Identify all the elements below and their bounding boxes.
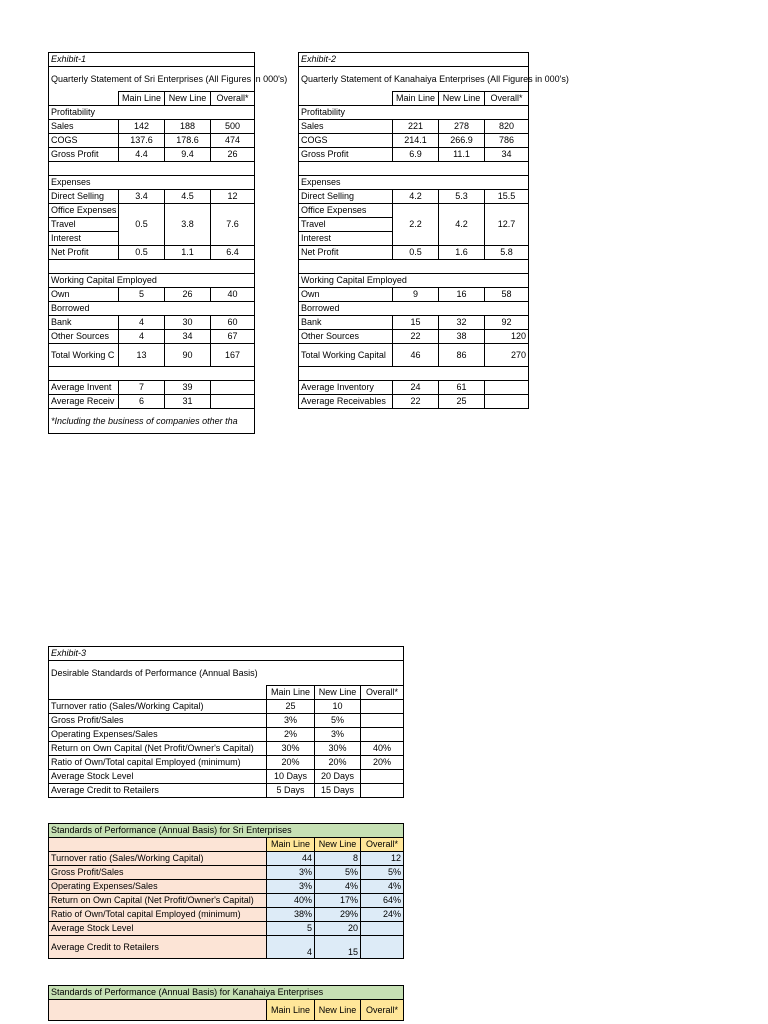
col-header: Overall* [361, 686, 404, 700]
row-label: Direct Selling [49, 190, 119, 204]
cell-value: 4 [119, 316, 165, 330]
table-row [299, 134, 529, 148]
cell-value: 3% [315, 728, 361, 742]
cell-value: 13 [119, 344, 165, 367]
cell-value: 9.4 [165, 148, 211, 162]
row-label: Ratio of Own/Total capital Employed (minimum) [49, 908, 267, 922]
table-row [49, 316, 255, 330]
row-label: Interest [299, 232, 393, 246]
cell-value: 30% [315, 742, 361, 756]
table-row [299, 344, 529, 367]
row-label: Bank [299, 316, 393, 330]
row-label: Return on Own Capital (Net Profit/Owner's Capital) [49, 742, 267, 756]
row-label: Average Receivables [299, 395, 393, 409]
row-label: Office Expenses [299, 204, 393, 218]
cell-value [361, 922, 404, 936]
cell-value: 3.8 [165, 204, 211, 246]
row-label: Office Expenses [49, 204, 119, 218]
col-header: Overall* [485, 92, 529, 106]
cell-value: 5.3 [439, 190, 485, 204]
section-label: Working Capital Employed [49, 274, 255, 288]
section-label: Expenses [299, 176, 529, 190]
exhibit-label: Exhibit-3 [49, 647, 404, 661]
table-row [49, 134, 255, 148]
cell-value: 61 [439, 381, 485, 395]
header-row [299, 92, 529, 106]
cell-value: 474 [211, 134, 255, 148]
row-label: Travel [49, 218, 119, 232]
row-label: Travel [299, 218, 393, 232]
row-label: Gross Profit [49, 148, 119, 162]
cell-value [211, 395, 255, 409]
cell-value: 5% [315, 714, 361, 728]
cell-value: 3% [267, 866, 315, 880]
cell-value: 6 [119, 395, 165, 409]
table-row [49, 784, 404, 798]
cell-value: 2% [267, 728, 315, 742]
cell-value: 1.1 [165, 246, 211, 260]
table-row [49, 714, 404, 728]
cell-value: 92 [485, 316, 529, 330]
table-title: Standards of Performance (Annual Basis) for Kanahaiya Enterprises [49, 986, 404, 1000]
spacer-row [49, 260, 255, 274]
col-header: Overall* [361, 838, 404, 852]
section-label: Expenses [49, 176, 255, 190]
row-label: Operating Expenses/Sales [49, 728, 267, 742]
cell-value: 6.9 [393, 148, 439, 162]
table-row [299, 330, 529, 344]
cell-value: 5% [315, 866, 361, 880]
cell-value: 20% [267, 756, 315, 770]
exhibit-title: Quarterly Statement of Kanahaiya Enterprises (All Figures in 000's) [299, 67, 529, 92]
cell-value: 22 [393, 395, 439, 409]
cell-value: 12 [211, 190, 255, 204]
table-title: Standards of Performance (Annual Basis) for Sri Enterprises [49, 824, 404, 838]
col-header: New Line [315, 1000, 361, 1021]
row-label: Bank [49, 316, 119, 330]
exhibit-2-table [298, 52, 569, 409]
section-label: Borrowed [299, 302, 529, 316]
cell-value: 266.9 [439, 134, 485, 148]
table-row [49, 908, 404, 922]
cell-value: 40% [361, 742, 404, 756]
cell-value [361, 700, 404, 714]
row-label: Sales [299, 120, 393, 134]
kanahaiya-standards-table [48, 985, 404, 1021]
row-label: Average Credit to Retailers [49, 784, 267, 798]
table-row [299, 316, 529, 330]
table-row [49, 936, 404, 959]
cell-value: 17% [315, 894, 361, 908]
cell-value: 4.2 [393, 190, 439, 204]
table-row [299, 288, 529, 302]
cell-value: 221 [393, 120, 439, 134]
cell-value: 278 [439, 120, 485, 134]
table-row [49, 894, 404, 908]
cell-value: 4 [119, 330, 165, 344]
cell-value: 44 [267, 852, 315, 866]
cell-value: 26 [165, 288, 211, 302]
spacer-row [299, 260, 529, 274]
spacer-row [49, 367, 255, 381]
table-row [49, 880, 404, 894]
cell-value: 15.5 [485, 190, 529, 204]
col-header: Main Line [119, 92, 165, 106]
cell-value: 5% [361, 866, 404, 880]
col-header: New Line [315, 838, 361, 852]
cell-value: 25 [439, 395, 485, 409]
cell-value: 31 [165, 395, 211, 409]
row-label: Total Working Capital [299, 344, 393, 367]
row-label: Operating Expenses/Sales [49, 880, 267, 894]
exhibit-1-table [48, 52, 288, 434]
cell-value [361, 936, 404, 959]
cell-value: 20 Days [315, 770, 361, 784]
table-row [49, 395, 255, 409]
cell-value: 20% [361, 756, 404, 770]
row-label: Own [299, 288, 393, 302]
row-label: Net Profit [299, 246, 393, 260]
col-header: New Line [315, 686, 361, 700]
row-label: Return on Own Capital (Net Profit/Owner's Capital) [49, 894, 267, 908]
section-label: Profitability [49, 106, 255, 120]
cell-value: 38% [267, 908, 315, 922]
table-row [49, 190, 255, 204]
cell-value: 20% [315, 756, 361, 770]
table-row [299, 148, 529, 162]
cell-value: 0.5 [119, 246, 165, 260]
exhibit-label: Exhibit-1 [49, 53, 255, 67]
row-label: Other Sources [49, 330, 119, 344]
cell-value: 12 [361, 852, 404, 866]
cell-value: 3% [267, 714, 315, 728]
table-row [49, 288, 255, 302]
cell-value: 22 [393, 330, 439, 344]
table-row [299, 190, 529, 204]
spacer-row [49, 162, 255, 176]
col-header: Main Line [393, 92, 439, 106]
cell-value: 34 [165, 330, 211, 344]
cell-value: 12.7 [485, 204, 529, 246]
col-header: Main Line [267, 686, 315, 700]
cell-value: 38 [439, 330, 485, 344]
header-row [49, 1000, 404, 1021]
table-row [49, 204, 255, 218]
table-row [49, 246, 255, 260]
table-row [49, 756, 404, 770]
cell-value [361, 770, 404, 784]
table-row [49, 770, 404, 784]
cell-value: 4% [361, 880, 404, 894]
col-header: Overall* [361, 1000, 404, 1021]
cell-value: 25 [267, 700, 315, 714]
cell-value: 40% [267, 894, 315, 908]
row-label: Average Inventory [299, 381, 393, 395]
row-label: COGS [299, 134, 393, 148]
table-row [299, 204, 529, 218]
col-header: Main Line [267, 1000, 315, 1021]
row-label: Average Credit to Retailers [49, 936, 267, 959]
cell-value: 60 [211, 316, 255, 330]
table-row [299, 246, 529, 260]
cell-value: 40 [211, 288, 255, 302]
sri-standards-table [48, 823, 404, 959]
cell-value: 6.4 [211, 246, 255, 260]
cell-value: 64% [361, 894, 404, 908]
cell-value: 86 [439, 344, 485, 367]
section-label: Borrowed [49, 302, 255, 316]
cell-value: 24% [361, 908, 404, 922]
cell-value: 30 [165, 316, 211, 330]
cell-value: 26 [211, 148, 255, 162]
cell-value: 8 [315, 852, 361, 866]
row-label: Gross Profit/Sales [49, 714, 267, 728]
row-label: Direct Selling [299, 190, 393, 204]
cell-value: 4.2 [439, 204, 485, 246]
cell-value: 9 [393, 288, 439, 302]
cell-value: 4.4 [119, 148, 165, 162]
row-label: Average Stock Level [49, 770, 267, 784]
cell-value: 58 [485, 288, 529, 302]
section-label: Profitability [299, 106, 529, 120]
cell-value: 7.6 [211, 204, 255, 246]
cell-value [361, 728, 404, 742]
cell-value: 67 [211, 330, 255, 344]
cell-value: 3% [267, 880, 315, 894]
table-row [49, 120, 255, 134]
cell-value: 2.2 [393, 204, 439, 246]
cell-value: 3.4 [119, 190, 165, 204]
cell-value: 7 [119, 381, 165, 395]
cell-value: 4 [267, 936, 315, 959]
cell-value: 786 [485, 134, 529, 148]
table-row [49, 344, 255, 367]
row-label: Average Invent [49, 381, 119, 395]
spacer-row [299, 367, 529, 381]
cell-value: 167 [211, 344, 255, 367]
cell-value: 10 Days [267, 770, 315, 784]
cell-value [485, 395, 529, 409]
row-label: Average Receiv [49, 395, 119, 409]
cell-value: 15 Days [315, 784, 361, 798]
exhibit-title: Desirable Standards of Performance (Annual Basis) [49, 661, 404, 686]
col-header: Overall* [211, 92, 255, 106]
cell-value: 4.5 [165, 190, 211, 204]
exhibit-3-table [48, 646, 404, 798]
section-label: Working Capital Employed [299, 274, 529, 288]
cell-value: 178.6 [165, 134, 211, 148]
row-label: Average Stock Level [49, 922, 267, 936]
row-label: Sales [49, 120, 119, 134]
table-row [49, 330, 255, 344]
cell-value: 214.1 [393, 134, 439, 148]
cell-value: 5.8 [485, 246, 529, 260]
cell-value: 10 [315, 700, 361, 714]
cell-value: 188 [165, 120, 211, 134]
table-row [49, 148, 255, 162]
row-label: Gross Profit [299, 148, 393, 162]
exhibit-label: Exhibit-2 [299, 53, 529, 67]
cell-value: 820 [485, 120, 529, 134]
col-header: New Line [165, 92, 211, 106]
row-label: Turnover ratio (Sales/Working Capital) [49, 700, 267, 714]
cell-value: 34 [485, 148, 529, 162]
cell-value: 0.5 [393, 246, 439, 260]
exhibit-title: Quarterly Statement of Sri Enterprises (All Figures in 000's) [49, 67, 255, 92]
header-row [49, 92, 255, 106]
cell-value: 120 [485, 330, 529, 344]
cell-value [211, 381, 255, 395]
cell-value [361, 784, 404, 798]
table-row [49, 922, 404, 936]
table-row [49, 700, 404, 714]
table-row [299, 381, 529, 395]
cell-value: 39 [165, 381, 211, 395]
cell-value: 30% [267, 742, 315, 756]
cell-value: 142 [119, 120, 165, 134]
table-row [49, 852, 404, 866]
cell-value: 270 [485, 344, 529, 367]
row-label: COGS [49, 134, 119, 148]
cell-value: 500 [211, 120, 255, 134]
cell-value [485, 381, 529, 395]
row-label: Gross Profit/Sales [49, 866, 267, 880]
cell-value: 5 [119, 288, 165, 302]
cell-value: 0.5 [119, 204, 165, 246]
row-label: Interest [49, 232, 119, 246]
row-label: Other Sources [299, 330, 393, 344]
table-row [299, 395, 529, 409]
cell-value: 29% [315, 908, 361, 922]
cell-value: 5 Days [267, 784, 315, 798]
cell-value: 137.6 [119, 134, 165, 148]
cell-value: 16 [439, 288, 485, 302]
col-header: Main Line [267, 838, 315, 852]
col-header: New Line [439, 92, 485, 106]
header-row [49, 686, 404, 700]
row-label: Ratio of Own/Total capital Employed (minimum) [49, 756, 267, 770]
cell-value: 20 [315, 922, 361, 936]
cell-value [361, 714, 404, 728]
table-row [49, 866, 404, 880]
cell-value: 4% [315, 880, 361, 894]
table-row [299, 120, 529, 134]
table-row [49, 742, 404, 756]
cell-value: 1.6 [439, 246, 485, 260]
cell-value: 15 [393, 316, 439, 330]
cell-value: 24 [393, 381, 439, 395]
row-label: Net Profit [49, 246, 119, 260]
cell-value: 32 [439, 316, 485, 330]
cell-value: 46 [393, 344, 439, 367]
cell-value: 5 [267, 922, 315, 936]
row-label: Total Working C [49, 344, 119, 367]
row-label: Own [49, 288, 119, 302]
spacer-row [299, 162, 529, 176]
table-row [49, 381, 255, 395]
cell-value: 90 [165, 344, 211, 367]
footnote: *Including the business of companies other tha [49, 409, 255, 434]
cell-value: 15 [315, 936, 361, 959]
table-row [49, 728, 404, 742]
header-row [49, 838, 404, 852]
cell-value: 11.1 [439, 148, 485, 162]
row-label: Turnover ratio (Sales/Working Capital) [49, 852, 267, 866]
